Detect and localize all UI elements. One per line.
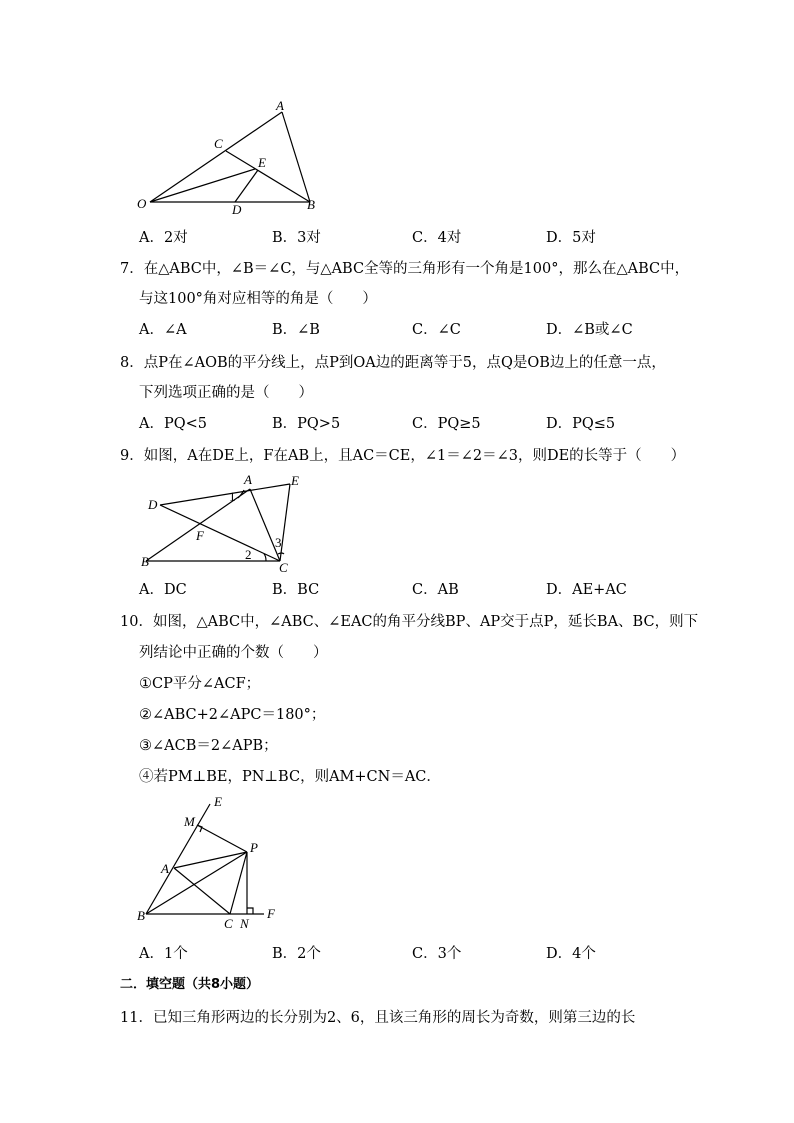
q9-text-line1: 9．如图，A在DE上，F在AB上，且AC＝CE，∠1＝∠2＝∠3，则DE的长等于（ ） [120, 448, 686, 464]
q10-label-n: N [240, 916, 249, 931]
q8-text-line1: 8．点P在∠AOB的平分线上，点P到OA边的距离等于5，点Q是OB边上的任意一点， [120, 355, 666, 371]
q10-label-b: B [137, 908, 145, 923]
q8-option-b: B．PQ>5 [272, 416, 341, 432]
q9-figure [138, 470, 318, 576]
q6-label-e: E [258, 155, 266, 170]
q9-option-d: D．AE+AC [546, 582, 627, 598]
q10-label-p: P [250, 840, 258, 855]
q7-option-a: A．∠A [139, 322, 187, 338]
q10-statement-2: ②∠ABC+2∠APC＝180°； [139, 707, 326, 723]
q6-label-c: C [214, 136, 223, 151]
q10-option-b: B．2个 [272, 946, 321, 962]
q10-statement-1: ①CP平分∠ACF； [139, 676, 261, 692]
q7-text-line1: 7．在△ABC中，∠B＝∠C，与△ABC全等的三角形有一个角是100°，那么在△ABC中， [120, 261, 690, 277]
q9-label-f: F [196, 528, 204, 543]
q7-option-c: C．∠C [412, 322, 461, 338]
q10-text-line1: 10．如图，△ABC中，∠ABC、∠EAC的角平分线BP、AP交于点P，延长BA、BC，则下 [120, 614, 699, 630]
q9-label-c: C [279, 560, 288, 575]
q10-statement-3: ③∠ACB＝2∠APB； [139, 738, 278, 754]
q9-option-c: C．AB [412, 582, 459, 598]
q10-label-m: M [184, 814, 195, 829]
q7-text-line2: 与这100°角对应相等的角是（ ） [139, 291, 377, 307]
q6-option-a: A．2对 [139, 230, 188, 246]
q6-label-a: A [276, 98, 284, 113]
q8-text-line2: 下列选项正确的是（ ） [139, 385, 313, 401]
q6-option-d: D．5对 [546, 230, 596, 246]
q10-figure [130, 792, 290, 934]
q10-option-a: A．1个 [139, 946, 188, 962]
q9-option-b: B．BC [272, 582, 320, 598]
q10-text-line2: 列结论中正确的个数（ ） [139, 645, 328, 661]
q10-statement-4: ④若PM⊥BE，PN⊥BC，则AM+CN＝AC． [139, 769, 441, 785]
q8-option-a: A．PQ<5 [139, 416, 207, 432]
q9-label-e: E [291, 473, 299, 488]
q9-option-a: A．DC [139, 582, 187, 598]
q9-label-d: D [148, 497, 158, 512]
q10-label-a: A [161, 861, 169, 876]
q9-label-angle3: 3 [275, 535, 282, 550]
q6-option-c: C．4对 [412, 230, 462, 246]
q6-label-b: B [307, 197, 315, 212]
q10-option-d: D．4个 [546, 946, 596, 962]
q6-label-o: O [137, 196, 147, 211]
q11-text-line1: 11．已知三角形两边的长分别为2、6，且该三角形的周长为奇数，则第三边的长 [120, 1010, 636, 1026]
section-2-heading: 二．填空题（共8小题） [120, 977, 260, 992]
q9-label-a: A [244, 472, 252, 487]
q8-option-d: D．PQ≤5 [546, 416, 616, 432]
q7-option-b: B．∠B [272, 322, 320, 338]
q9-label-b: B [141, 554, 149, 569]
q9-label-angle2: 2 [245, 547, 252, 562]
q6-label-d: D [232, 202, 242, 217]
q10-option-c: C．3个 [412, 946, 462, 962]
q6-figure [130, 98, 330, 220]
q9-label-angle1: 1 [229, 489, 236, 504]
q7-option-d: D．∠B或∠C [546, 322, 633, 338]
q10-label-e: E [214, 794, 222, 809]
q10-label-f: F [267, 906, 275, 921]
q8-option-c: C．PQ≥5 [412, 416, 481, 432]
q6-option-b: B．3对 [272, 230, 321, 246]
q10-label-c: C [224, 916, 233, 931]
